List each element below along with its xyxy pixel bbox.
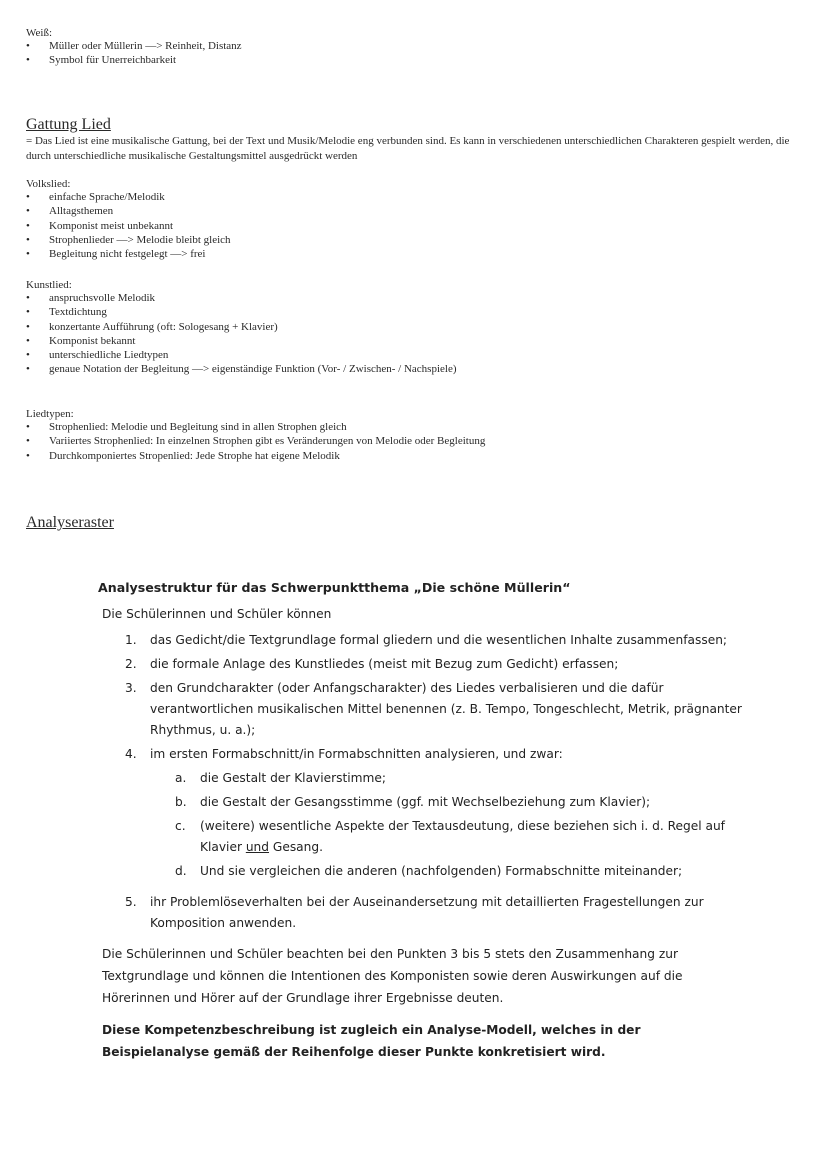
section-analyseraster <box>26 514 114 532</box>
list-item: • Strophenlied: Melodie und Begleitung sind in allen Strophen gleich <box>26 420 485 434</box>
list-item <box>98 892 748 934</box>
sub-item-text: (weitere) wesentliche Aspekte der Textausdeutung, diese beziehen sich i. d. Regel auf Klavier <box>200 819 725 854</box>
list-item <box>98 654 748 675</box>
list-item: • einfache Sprache/Melodik <box>26 190 231 204</box>
sub-list <box>150 768 748 882</box>
item-number: 3. <box>125 681 137 695</box>
sub-item-text: die Gestalt der Gesangsstimme (ggf. mit Wechselbeziehung zum Klavier); <box>200 795 651 809</box>
sub-item-text: Und sie vergleichen die anderen (nachfolgenden) Formabschnitte miteinander; <box>200 864 683 878</box>
list-item: • Komponist bekannt <box>26 334 456 348</box>
section-kunstlied <box>26 279 456 377</box>
gattung-title: Gattung Lied <box>26 116 111 133</box>
liedtypen-list <box>26 420 485 463</box>
sub-item-underlined-word: und <box>245 840 270 854</box>
list-item <box>98 744 748 882</box>
analysestruktur-note: Die Schülerinnen und Schüler beachten bei den Punkten 3 bis 5 stets den Zusammenhang zur Textgrundlage und können die Intentionen des Komponisten sowie deren Auswirkungen auf die Hörerinnen und Hörer auf der Grundlage ihrer Ergebnisse deuten. <box>102 947 683 1005</box>
list-item <box>98 630 748 651</box>
analyseraster-title: Analyseraster <box>26 514 114 531</box>
item-text: im ersten Formabschnitt/in Formabschnitten analysieren, und zwar: <box>150 747 563 761</box>
item-text: das Gedicht/die Textgrundlage formal gliedern und die wesentlichen Inhalte zusammenfassen; <box>150 633 728 647</box>
list-item: • Alltagsthemen <box>26 204 231 218</box>
list-item <box>98 678 748 741</box>
sub-list-item <box>150 768 748 789</box>
list-item: • Begleitung nicht festgelegt —> frei <box>26 247 231 261</box>
section-liedtypen <box>26 408 485 463</box>
analysestruktur-lead: Die Schülerinnen und Schüler können <box>102 607 332 621</box>
liedtypen-heading: Liedtypen: <box>26 408 74 420</box>
analysestruktur-title: Analysestruktur für das Schwerpunktthema „Die schöne Müllerin“ <box>98 580 571 595</box>
sub-item-letter: d. <box>175 864 187 878</box>
item-text: ihr Problemlöseverhalten bei der Auseinandersetzung mit detaillierten Fragestellungen zur Komposition anwenden. <box>150 895 704 930</box>
volkslied-heading: Volkslied: <box>26 178 71 190</box>
section-weiss <box>26 27 242 68</box>
item-text: die formale Anlage des Kunstliedes (meist mit Bezug zum Gedicht) erfassen; <box>150 657 619 671</box>
competence-list <box>98 630 748 934</box>
sub-item-letter: b. <box>175 795 187 809</box>
sub-item-text-end: Gesang. <box>269 840 323 854</box>
section-volkslied <box>26 178 231 261</box>
list-item: • Komponist meist unbekannt <box>26 219 231 233</box>
sub-item-text: die Gestalt der Klavierstimme; <box>200 771 387 785</box>
item-number: 4. <box>125 747 137 761</box>
weiss-heading: Weiß: <box>26 27 52 39</box>
kunstlied-list <box>26 291 456 377</box>
list-item: • Symbol für Unerreichbarkeit <box>26 53 242 67</box>
kunstlied-heading: Kunstlied: <box>26 279 72 291</box>
list-item: • Strophenlieder —> Melodie bleibt gleich <box>26 233 231 247</box>
sub-item-letter: a. <box>175 771 187 785</box>
weiss-list <box>26 39 242 68</box>
list-item: • Durchkomponiertes Stropenlied: Jede Strophe hat eigene Melodik <box>26 449 485 463</box>
list-item: • unterschiedliche Liedtypen <box>26 348 456 362</box>
item-number: 1. <box>125 633 137 647</box>
list-item: • genaue Notation der Begleitung —> eigenständige Funktion (Vor- / Zwischen- / Nachspiele) <box>26 362 456 376</box>
item-number: 5. <box>125 895 137 909</box>
sub-list-item <box>150 816 748 858</box>
sub-item-letter: c. <box>175 819 186 833</box>
list-item: • anspruchsvolle Melodik <box>26 291 456 305</box>
sub-list-item <box>150 861 748 882</box>
item-number: 2. <box>125 657 137 671</box>
list-item: • Variiertes Strophenlied: In einzelnen Strophen gibt es Veränderungen von Melodie oder Begleitung <box>26 434 485 448</box>
list-item: • konzertante Aufführung (oft: Sologesang + Klavier) <box>26 320 456 334</box>
analysestruktur-block <box>98 580 748 1063</box>
sub-list-item <box>150 792 748 813</box>
list-item: • Müller oder Müllerin —> Reinheit, Distanz <box>26 39 242 53</box>
volkslied-list <box>26 190 231 261</box>
analysestruktur-closing: Diese Kompetenzbeschreibung ist zugleich ein Analyse-Modell, welches in der Beispielanalyse gemäß der Reihenfolge dieser Punkte konkretisiert wird. <box>102 1023 641 1059</box>
list-item: • Textdichtung <box>26 305 456 319</box>
gattung-intro: = Das Lied ist eine musikalische Gattung, bei der Text und Musik/Melodie eng verbunden sind. Es kann in verschiedenen unterschiedlichen Charakteren gespielt werden, die durch unterschiedliche musikalische Gestaltungsmittel ausgedrückt werden <box>26 135 790 162</box>
section-gattung <box>26 116 796 163</box>
item-text: den Grundcharakter (oder Anfangscharakter) des Liedes verbalisieren und die dafür verantwortlichen musikalischen Mittel benennen (z. B. Tempo, Tongeschlecht, Metrik, prägnanter Rhythmus, u. a.); <box>150 681 742 737</box>
